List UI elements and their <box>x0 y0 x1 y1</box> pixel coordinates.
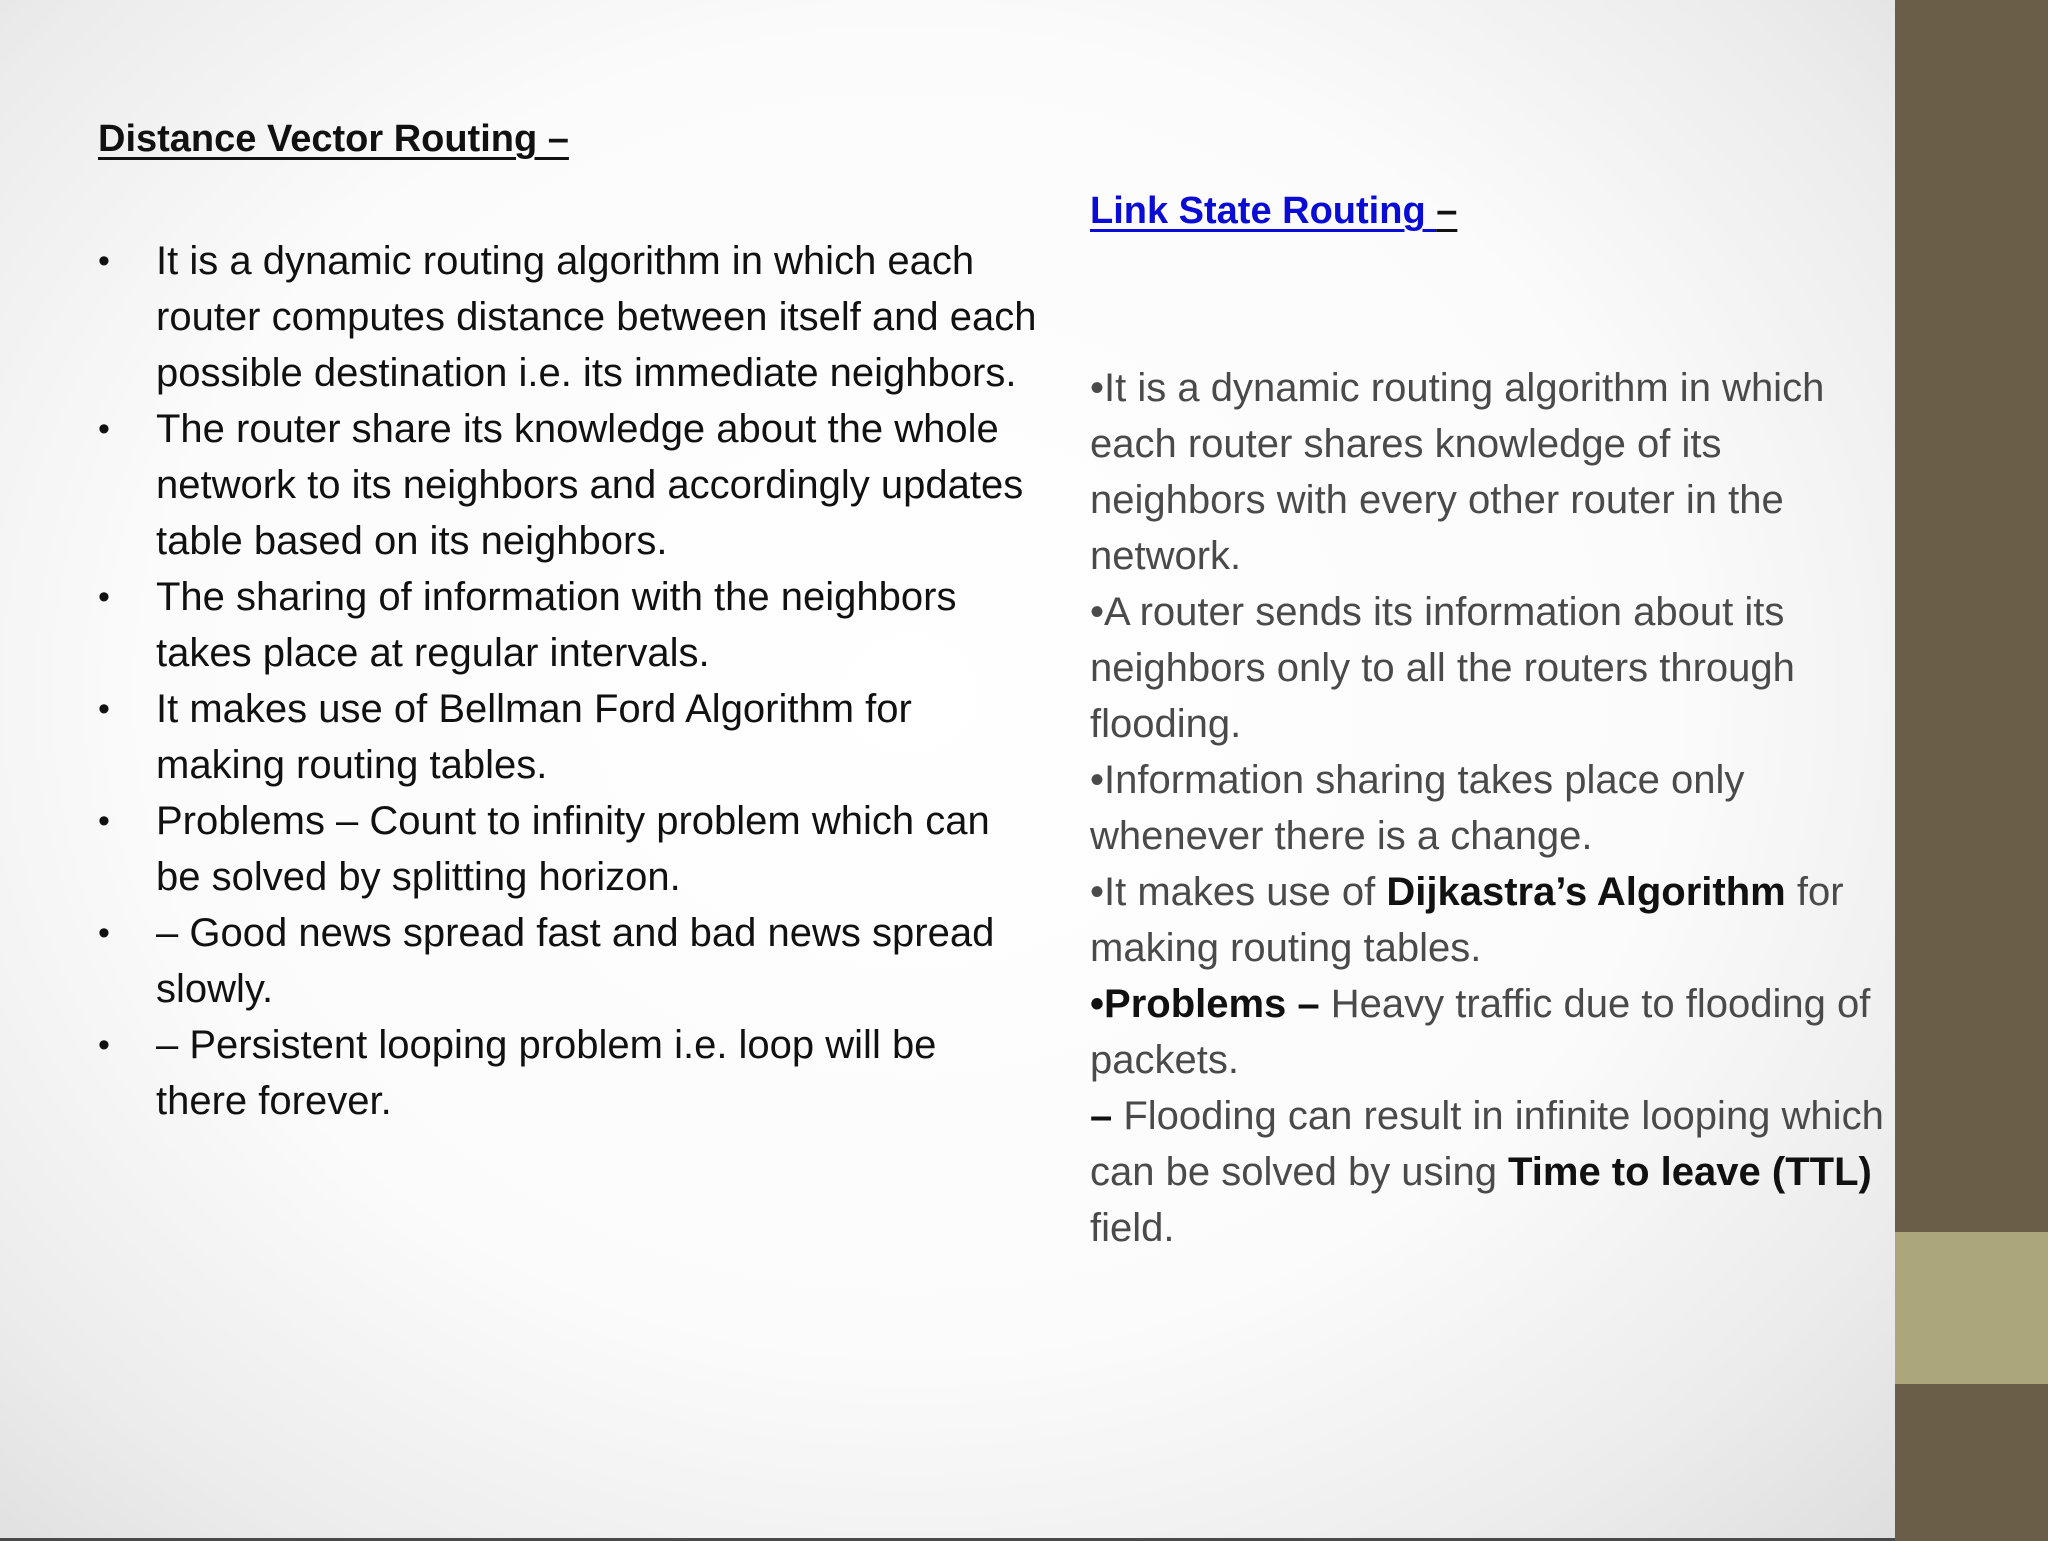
bullet-icon: • <box>98 914 110 952</box>
dash-marker: – <box>1090 1094 1124 1138</box>
paragraph-text: for making routing tables. <box>1090 870 1844 970</box>
list-item-text: It is a dynamic routing algorithm in which each router computes distance between itself and each possible destination i.e. its immediate neighbors. <box>156 239 1037 395</box>
link-state-paragraph: •It is a dynamic routing algorithm in which each router shares knowledge of its neighbors with every other router in the network. <box>1090 366 1825 578</box>
paragraph-text: •It makes use of <box>1090 870 1387 914</box>
distance-vector-list <box>98 233 1038 1129</box>
list-item-text: – Good news spread fast and bad news spread slowly. <box>156 911 995 1011</box>
bullet-icon: • <box>1090 982 1105 1026</box>
list-item <box>98 681 1038 793</box>
paragraph-text: Flooding can result in infinite looping which can be solved by using <box>1090 1094 1884 1194</box>
link-state-title <box>1090 190 1457 233</box>
list-item-text: Problems – Count to infinity problem which can be solved by splitting horizon. <box>156 799 990 899</box>
side-accent-block <box>1895 1232 2048 1384</box>
list-item-text: It makes use of Bellman Ford Algorithm for making routing tables. <box>156 687 912 787</box>
list-item-text: The router share its knowledge about the whole network to its neighbors and accordingly updates table based on its neighbors. <box>156 407 1024 563</box>
bullet-icon: • <box>98 802 110 840</box>
ttl-term: Time to leave (TTL) <box>1508 1150 1872 1194</box>
link-state-paragraph: •Information sharing takes place only whenever there is a change. <box>1090 758 1745 858</box>
algorithm-name: Dijkastra’s Algorithm <box>1386 870 1786 914</box>
distance-vector-title: Distance Vector Routing – <box>98 118 569 160</box>
list-item <box>98 401 1038 569</box>
list-item <box>98 233 1038 401</box>
list-item-text: – Persistent looping problem i.e. loop will be there forever. <box>156 1023 937 1123</box>
bullet-icon: • <box>98 410 110 448</box>
paragraph-text: Heavy traffic due to flooding of packets. <box>1090 982 1871 1082</box>
bullet-icon: • <box>98 242 110 280</box>
link-state-paragraph <box>1090 864 1890 976</box>
problems-label: Problems – <box>1104 982 1331 1026</box>
bullet-icon: • <box>98 1026 110 1064</box>
list-item <box>98 793 1038 905</box>
bullet-icon: • <box>98 578 110 616</box>
link-state-body <box>1090 360 1890 1256</box>
link-state-paragraph <box>1090 1088 1890 1256</box>
list-item <box>98 1017 1038 1129</box>
link-state-link[interactable]: Link State Routing <box>1090 190 1437 232</box>
paragraph-text: field. <box>1090 1206 1175 1250</box>
link-state-paragraph: •A router sends its information about its neighbors only to all the routers through flooding. <box>1090 590 1795 746</box>
list-item <box>98 905 1038 1017</box>
list-item-text: The sharing of information with the neighbors takes place at regular intervals. <box>156 575 957 675</box>
bullet-icon: • <box>98 690 110 728</box>
title-dash: – <box>1436 190 1458 232</box>
link-state-paragraph <box>1090 976 1890 1088</box>
list-item <box>98 569 1038 681</box>
